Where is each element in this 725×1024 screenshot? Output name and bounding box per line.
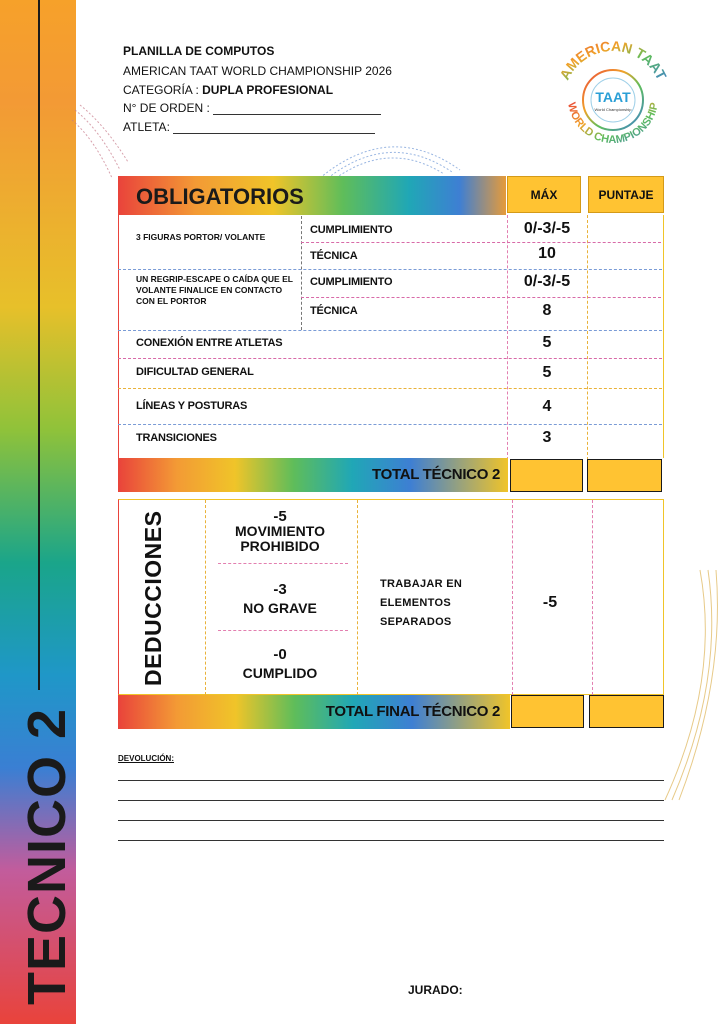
col-divider — [205, 500, 206, 695]
score-input[interactable] — [588, 359, 662, 388]
svg-text:AMERICAN TAAT: AMERICAN TAAT — [556, 37, 670, 83]
final-total-label: TOTAL FINAL TÉCNICO 2 — [325, 703, 500, 720]
category-row — [123, 83, 333, 97]
score-input[interactable] — [588, 425, 662, 458]
athlete-input[interactable] — [173, 123, 375, 134]
separate-elements-value: -5 — [542, 594, 558, 611]
max-value: 5 — [542, 334, 552, 351]
order-input[interactable] — [213, 104, 381, 115]
separate-elements-label: TRABAJAR EN ELEMENTOS SEPARADOS — [380, 578, 463, 628]
score-input[interactable] — [588, 270, 662, 297]
row-divider — [118, 388, 662, 389]
svg-text:World Championship: World Championship — [594, 107, 632, 112]
title-bar — [118, 176, 506, 215]
championship-logo — [548, 32, 678, 162]
deduction-item — [210, 582, 350, 616]
order-label: N° DE ORDEN : — [123, 101, 210, 115]
deduction-item — [210, 509, 350, 554]
group-label: UN REGRIP-ESCAPE O CAÍDA QUE EL VOLANTE FINALICE EN CONTACTO CON EL PORTOR — [136, 274, 293, 306]
svg-text:TAAT: TAAT — [595, 89, 631, 105]
max-value: 10 — [538, 245, 556, 262]
max-value: 5 — [542, 364, 552, 381]
header-line1: PLANILLA DE COMPUTOS — [123, 44, 275, 58]
devolucion-label: DEVOLUCIÓN: — [118, 754, 174, 763]
deduction-label: MOVIMIENTO PROHIBIDO — [235, 523, 325, 554]
score-input[interactable] — [588, 215, 662, 243]
max-value: 4 — [542, 398, 552, 415]
row-divider — [218, 630, 348, 631]
header-max: MÁX — [507, 176, 581, 213]
jurado-label: JURADO: — [408, 983, 463, 997]
total-bar — [118, 458, 508, 492]
col-divider — [357, 500, 358, 695]
row-label: CUMPLIMIENTO — [310, 224, 393, 236]
svg-text:WORLD CHAMPIONSHIP: WORLD CHAMPIONSHIP — [565, 101, 661, 147]
deduction-value: -3 — [273, 581, 287, 598]
feedback-line[interactable] — [118, 840, 664, 841]
row-divider — [118, 358, 662, 359]
deductions-title: DEDUCCIONES — [140, 510, 166, 686]
final-total-bar — [118, 695, 510, 729]
max-value: 3 — [542, 429, 552, 446]
deduction-value: -0 — [273, 646, 287, 663]
table-title: OBLIGATORIOS — [136, 184, 304, 209]
feedback-line[interactable] — [118, 820, 664, 821]
deduction-label: CUMPLIDO — [242, 665, 318, 681]
row-divider — [218, 563, 348, 564]
header-score: PUNTAJE — [588, 176, 664, 213]
score-input[interactable] — [588, 298, 662, 330]
order-row — [123, 101, 381, 115]
total-max-box — [510, 459, 583, 492]
row-label: TÉCNICA — [310, 305, 358, 317]
group-label: 3 FIGURAS PORTOR/ VOLANTE — [136, 232, 266, 242]
score-input[interactable] — [588, 243, 662, 269]
decorative-lines — [70, 100, 130, 180]
row-divider — [118, 424, 662, 425]
max-value: 0/-3/-5 — [523, 273, 571, 290]
row-label: CUMPLIMIENTO — [310, 276, 393, 288]
row-divider — [118, 269, 662, 270]
category-value: DUPLA PROFESIONAL — [202, 83, 334, 97]
sidebar-line — [38, 0, 40, 690]
col-divider — [301, 216, 302, 330]
row-label: DIFICULTAD GENERAL — [136, 366, 254, 378]
deduction-value: -5 — [273, 508, 287, 525]
decorative-lines-right — [660, 560, 725, 810]
row-label: CONEXIÓN ENTRE ATLETAS — [136, 337, 283, 349]
header-line2: AMERICAN TAAT WORLD CHAMPIONSHIP 2026 — [123, 64, 392, 78]
final-total-score-input[interactable] — [589, 695, 664, 728]
athlete-label: ATLETA: — [123, 120, 170, 134]
feedback-line[interactable] — [118, 780, 664, 781]
feedback-line[interactable] — [118, 800, 664, 801]
deduction-item — [210, 647, 350, 681]
deduction-score-input[interactable] — [594, 501, 662, 693]
row-label: LÍNEAS Y POSTURAS — [136, 400, 248, 412]
max-value: 0/-3/-5 — [523, 220, 571, 237]
row-label: TÉCNICA — [310, 250, 358, 262]
decorative-arcs — [310, 130, 470, 180]
score-input[interactable] — [588, 389, 662, 422]
athlete-row — [123, 120, 375, 134]
row-divider — [118, 330, 662, 331]
category-label: CATEGORÍA : — [123, 83, 203, 97]
total-score-input[interactable] — [587, 459, 662, 492]
deduction-label: NO GRAVE — [243, 600, 317, 616]
total-label: TOTAL TÉCNICO 2 — [371, 466, 500, 483]
final-total-max-box — [511, 695, 584, 728]
score-input[interactable] — [588, 331, 662, 358]
sheet-title: TECNICO 2 — [17, 707, 77, 1005]
max-value: 8 — [542, 302, 552, 319]
row-label: TRANSICIONES — [136, 432, 217, 444]
col-divider — [592, 500, 593, 695]
